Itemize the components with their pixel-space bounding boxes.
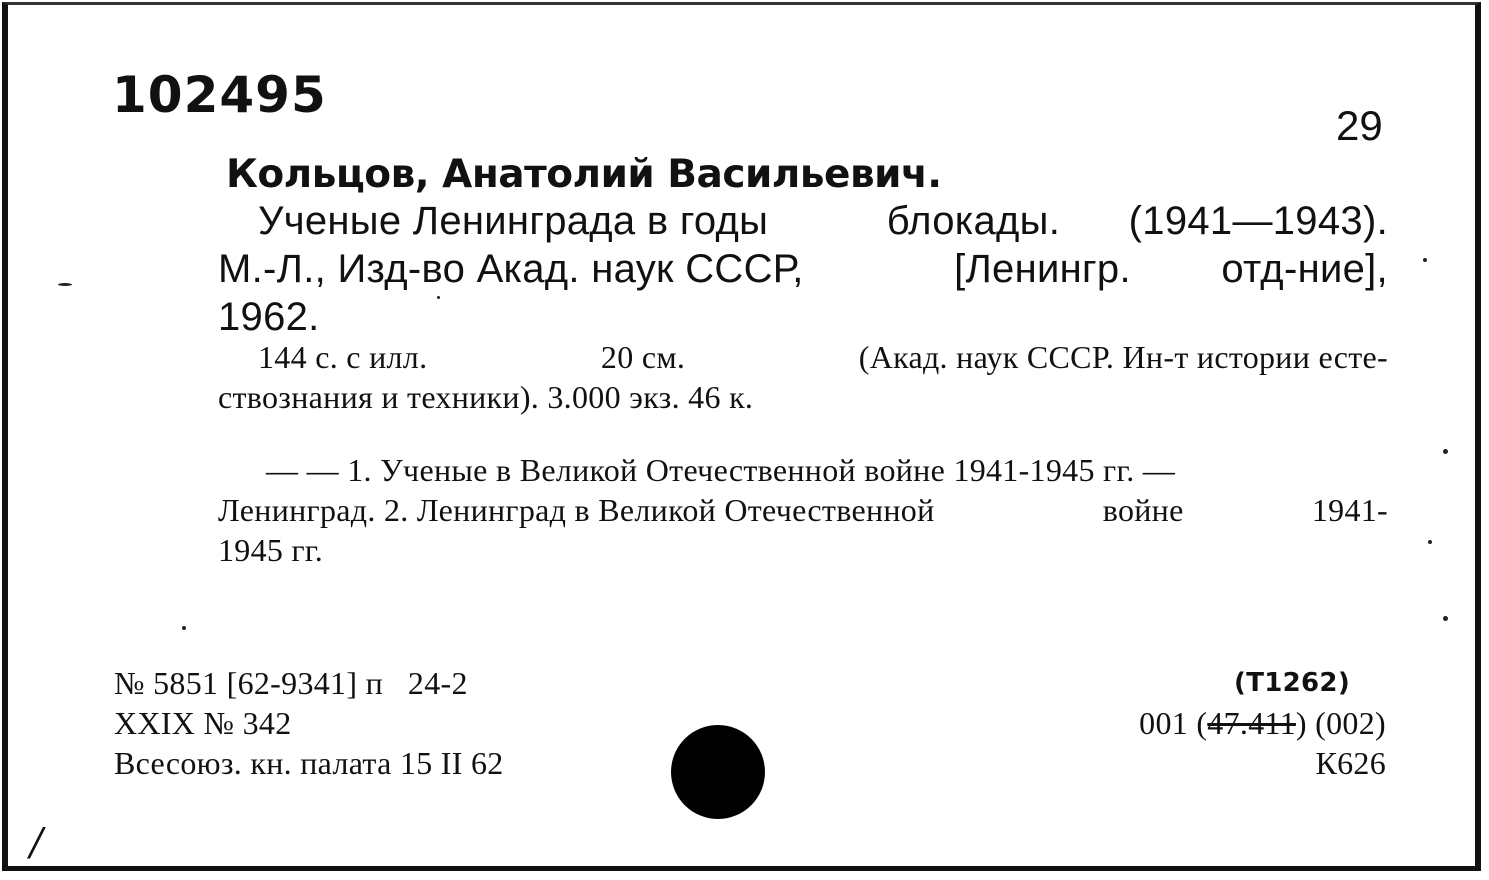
handwritten-code: (Т1262): [1234, 668, 1350, 698]
speck: [1428, 540, 1432, 544]
collation-line-1: [218, 337, 1388, 377]
speck: [182, 626, 186, 630]
pages-text: 144 с. с илл.: [258, 339, 428, 375]
speck: [1443, 616, 1448, 621]
speck: [1443, 449, 1448, 454]
title-text-a: Ученые Ленинграда в годы: [258, 199, 769, 243]
speck: [437, 296, 440, 299]
series-text: (Акад. наук СССР. Ин-т истории есте-: [858, 339, 1388, 375]
card-number: 29: [1336, 102, 1383, 149]
imprint-chamber: Всесоюз. кн. палата 15 II 62: [114, 745, 504, 781]
title-line-2: [218, 245, 1388, 293]
classification-suffix: ) (002): [1295, 705, 1386, 741]
collation-block: [218, 337, 1388, 417]
subject-text-c: 1941-: [1311, 492, 1388, 528]
publisher-text: М.-Л., Изд-во Акад. наук СССР,: [218, 247, 804, 291]
title-block: [218, 197, 1388, 341]
margin-mark: /: [30, 820, 43, 864]
speck: [58, 283, 72, 286]
imprint-right: [1040, 663, 1386, 783]
title-text-b: блокады.: [886, 199, 1061, 243]
imprint-left: [114, 663, 504, 783]
subjects-block: [218, 450, 1388, 570]
author-mark: К626: [1315, 745, 1386, 781]
subject-text-b: войне: [1102, 492, 1184, 528]
classification-line: [1040, 703, 1386, 743]
publisher-dept: отд-ние],: [1221, 247, 1388, 291]
author-heading: Кольцов, Анатолий Васильевич.: [226, 152, 942, 197]
collation-line-2: ствознания и техники). 3.000 экз. 46 к.: [218, 379, 754, 415]
speck: [1423, 258, 1427, 262]
classification-prefix: 001 (: [1139, 705, 1208, 741]
punch-hole: [671, 725, 765, 819]
subject-text-a: Ленинград. 2. Ленинград в Великой Отечественной: [218, 492, 935, 528]
imprint-volume: XXIX № 342: [114, 705, 292, 741]
title-text-c: (1941—1943).: [1128, 199, 1388, 243]
subject-line-3: 1945 гг.: [218, 532, 324, 568]
publication-year: 1962.: [218, 295, 320, 339]
publisher-branch: [Ленингр.: [954, 247, 1131, 291]
title-line-1: [218, 197, 1388, 245]
subject-line-1: — — 1. Ученые в Великой Отечественной войне 1941-1945 гг. —: [266, 452, 1176, 488]
struck-code: 47.411: [1207, 705, 1296, 741]
imprint-number: № 5851 [62-9341] п 24-2: [114, 665, 468, 701]
subject-line-2: [218, 490, 1388, 530]
size-text: 20 см.: [600, 339, 686, 375]
inventory-number: 102495: [112, 66, 327, 124]
